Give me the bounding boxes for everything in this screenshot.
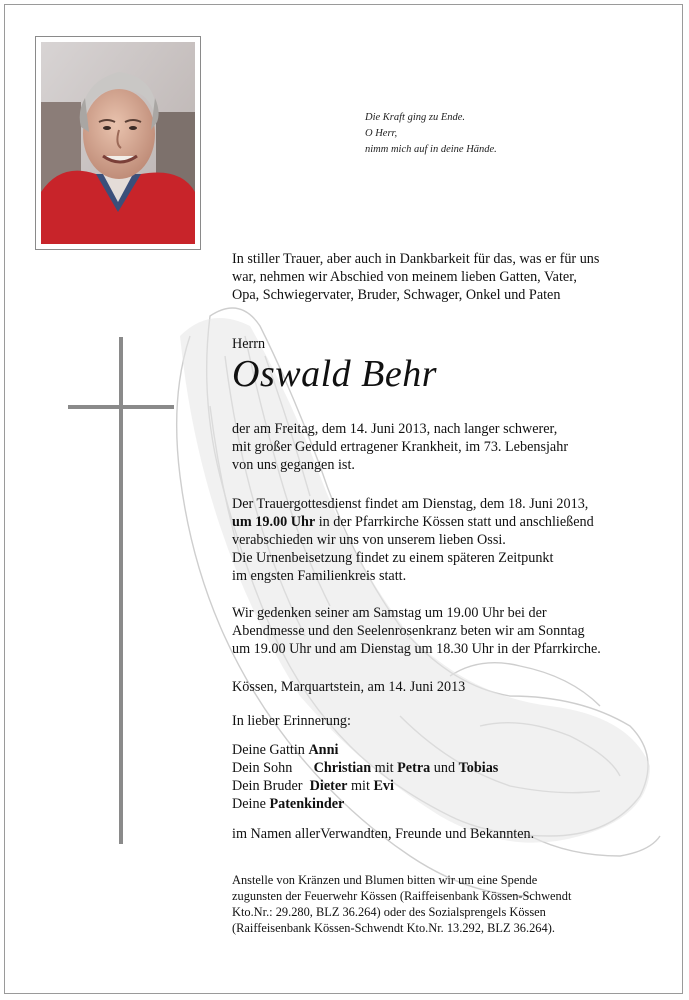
- memory-heading: In lieber Erinnerung:: [232, 713, 351, 729]
- donation-line: (Raiffeisenbank Kössen-Schwendt Kto.Nr. 13.292, BLZ 36.264).: [232, 921, 555, 935]
- family-label: Deine Gattin: [232, 742, 309, 758]
- intro-line: Opa, Schwiegervater, Bruder, Schwager, Onkel und Paten: [232, 287, 561, 303]
- family-list: [232, 741, 498, 813]
- service-time: um 19.00 Uhr: [232, 514, 316, 530]
- donation-note: [232, 872, 571, 936]
- service-line: verabschieden wir uns von unserem lieben Ossi.: [232, 532, 506, 548]
- family-name: Evi: [373, 778, 394, 794]
- family-godchildren: [232, 795, 498, 813]
- family-label: Deine: [232, 796, 270, 812]
- remembrance-line: Abendmesse und den Seelenrosenkranz beten wir am Sonntag: [232, 623, 585, 639]
- motto-line: Die Kraft ging zu Ende.: [365, 112, 466, 123]
- donation-line: zugunsten der Feuerwehr Kössen (Raiffeisenbank Kössen-Schwendt: [232, 889, 572, 903]
- cross-horizontal-bar: [68, 405, 174, 409]
- family-label: Dein Sohn: [232, 760, 314, 776]
- family-name: Dieter: [309, 778, 348, 794]
- service-line: Der Trauergottesdienst findet am Dienstag, dem 18. Juni 2013,: [232, 496, 589, 512]
- death-notice-line: von uns gegangen ist.: [232, 457, 355, 473]
- deceased-name: Oswald Behr: [232, 353, 437, 395]
- family-connector: mit: [347, 778, 374, 794]
- remembrance-line: um 19.00 Uhr und am Dienstag um 18.30 Uhr in der Pfarrkirche.: [232, 641, 601, 657]
- cross-vertical-bar: [119, 337, 123, 844]
- portrait-photo-frame: [35, 36, 201, 250]
- intro-line: war, nehmen wir Abschied von meinem lieben Gatten, Vater,: [232, 269, 577, 285]
- death-notice: [232, 420, 568, 474]
- donation-line: Kto.Nr.: 29.280, BLZ 36.264) oder des Sozialsprengels Kössen: [232, 905, 546, 919]
- intro-paragraph: [232, 250, 599, 304]
- donation-line: Anstelle von Kränzen und Blumen bitten wir um eine Spende: [232, 873, 538, 887]
- service-line: [232, 513, 594, 531]
- death-notice-line: mit großer Geduld ertragener Krankheit, im 73. Lebensjahr: [232, 439, 569, 455]
- service-line: im engsten Familienkreis statt.: [232, 568, 407, 584]
- on-behalf-line: im Namen allerVerwandten, Freunde und Bekannten.: [232, 826, 535, 842]
- intro-line: In stiller Trauer, aber auch in Dankbarkeit für das, was er für uns: [232, 251, 600, 267]
- death-notice-line: der am Freitag, dem 14. Juni 2013, nach langer schwerer,: [232, 421, 558, 437]
- family-son: [232, 759, 498, 777]
- portrait-photo: [41, 42, 195, 244]
- service-paragraph: [232, 495, 594, 585]
- family-name: Patenkinder: [269, 796, 345, 812]
- family-name: Christian: [313, 760, 372, 776]
- family-wife: [232, 741, 498, 759]
- family-name: Petra: [397, 760, 431, 776]
- remembrance-paragraph: [232, 604, 601, 658]
- motto-verse: [365, 110, 497, 158]
- service-line: Die Urnenbeisetzung findet zu einem späteren Zeitpunkt: [232, 550, 554, 566]
- family-connector: und: [430, 760, 459, 776]
- motto-line: O Herr,: [365, 128, 398, 139]
- service-line-rest: in der Pfarrkirche Kössen statt und anschließend: [315, 514, 594, 530]
- family-brother: [232, 777, 498, 795]
- family-name: Anni: [308, 742, 339, 758]
- remembrance-line: Wir gedenken seiner am Samstag um 19.00 Uhr bei der: [232, 605, 547, 621]
- place-date: Kössen, Marquartstein, am 14. Juni 2013: [232, 679, 466, 695]
- family-label: Dein Bruder: [232, 778, 310, 794]
- portrait-image: [41, 42, 195, 244]
- salutation: Herrn: [232, 336, 266, 352]
- motto-line: nimm mich auf in deine Hände.: [365, 144, 497, 155]
- family-connector: mit: [371, 760, 398, 776]
- family-name: Tobias: [458, 760, 499, 776]
